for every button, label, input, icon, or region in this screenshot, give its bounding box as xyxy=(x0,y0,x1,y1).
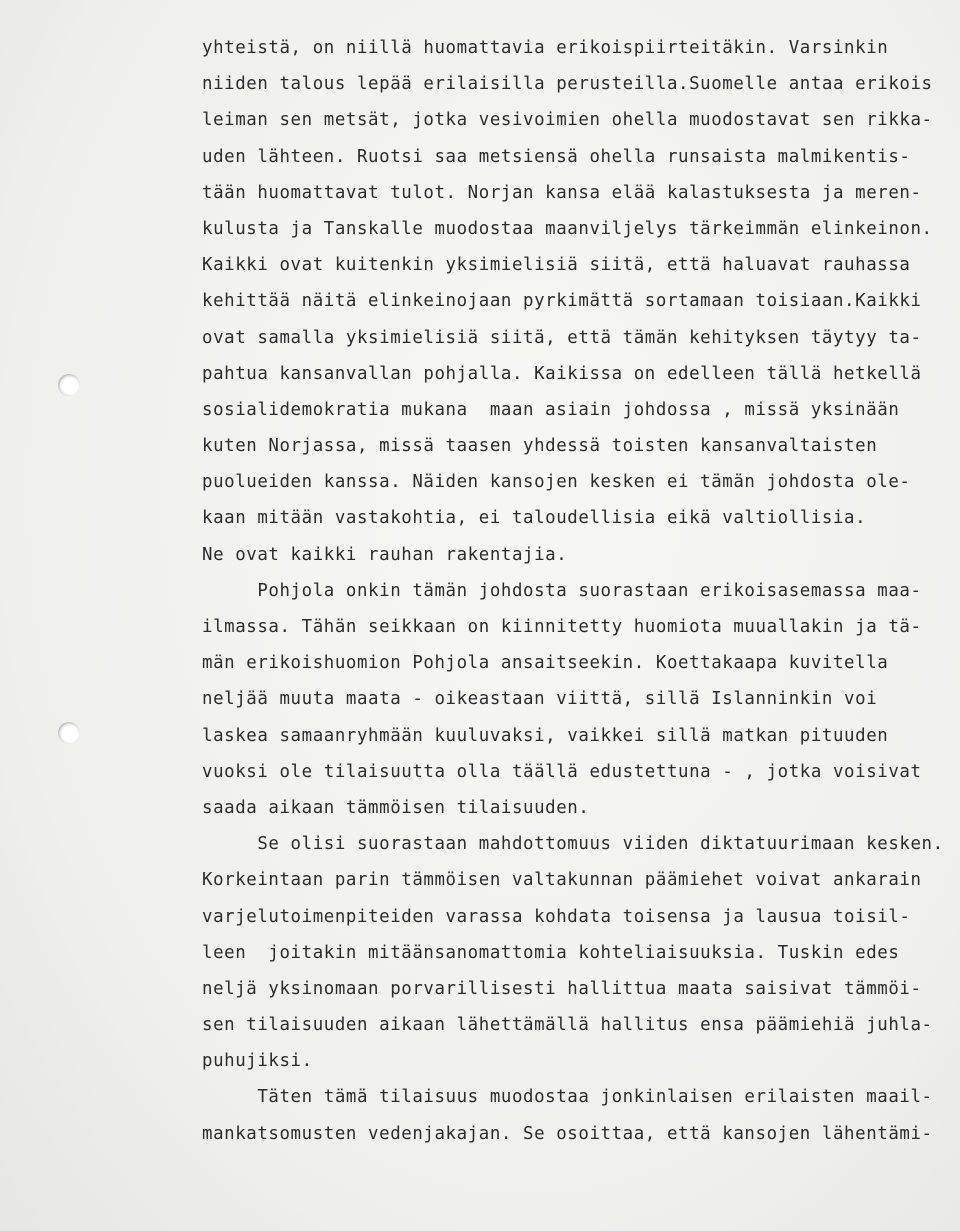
punch-hole xyxy=(58,374,80,396)
text-line: puolueiden kanssa. Näiden kansojen kesken ei tämän johdosta ole- xyxy=(202,472,911,493)
text-line: ovat samalla yksimielisiä siitä, että tämän kehityksen täytyy ta- xyxy=(202,327,922,348)
text-line: Se olisi suorastaan mahdottomuus viiden diktatuurimaan kesken. xyxy=(202,834,944,855)
text-line: ilmassa. Tähän seikkaan on kiinnitetty huomiota muuallakin ja tä- xyxy=(202,617,922,637)
text-line: neljä yksinomaan porvarillisesti hallittua maata saisivat tämmöi- xyxy=(202,978,922,999)
text-line: neljää muuta maata - oikeastaan viittä, sillä Islanninkin voi xyxy=(202,689,878,710)
text-line: kulusta ja Tanskalle muodostaa maanviljelys tärkeimmän elinkeinon. xyxy=(202,218,933,239)
text-line: kuten Norjassa, missä taasen yhdessä toisten kansanvaltaisten xyxy=(202,436,878,457)
text-line: saada aikaan tämmöisen tilaisuuden. xyxy=(202,797,590,818)
text-line: tään huomattavat tulot. Norjan kansa elää kalastuksesta ja meren- xyxy=(202,182,922,203)
text-line: Pohjola onkin tämän johdosta suorastaan erikoisasemassa maa- xyxy=(202,580,922,601)
text-line: puhujiksi. xyxy=(202,1051,313,1072)
text-line: Kaikki ovat kuitenkin yksimielisiä siitä, että haluavat rauhassa xyxy=(202,255,911,276)
text-line: kaan mitään vastakohtia, ei taloudellisia eikä valtiollisia. xyxy=(202,508,867,529)
text-line: Täten tämä tilaisuus muodostaa jonkinlaisen erilaisten maail- xyxy=(202,1087,933,1108)
text-line: leen joitakin mitäänsanomattomia kohteliaisuuksia. Tuskin edes xyxy=(202,942,900,963)
text-line: vuoksi ole tilaisuutta olla täällä edustettuna - , jotka voisivat xyxy=(202,761,922,782)
typewritten-text-body xyxy=(202,36,942,1158)
text-line: leiman sen metsät, jotka vesivoimien ohella muodostavat sen rikka- xyxy=(202,110,933,131)
text-line: uden lähteen. Ruotsi saa metsiensä ohella runsaista malmikentis- xyxy=(202,146,911,167)
text-line: mankatsomusten vedenjakajan. Se osoittaa, että kansojen lähentämi- xyxy=(202,1123,933,1144)
text-line: laskea samaanryhmään kuuluvaksi, vaikkei sillä matkan pituuden xyxy=(202,725,889,746)
text-line: sosialidemokratia mukana maan asiain johdossa , missä yksinään xyxy=(202,399,900,420)
text-line: Ne ovat kaikki rauhan rakentajia. xyxy=(202,544,568,565)
punch-hole xyxy=(58,722,80,744)
text-line: Korkeintaan parin tämmöisen valtakunnan päämiehet voivat ankarain xyxy=(202,870,922,891)
text-line: pahtua kansanvallan pohjalla. Kaikissa on edelleen tällä hetkellä xyxy=(202,363,922,384)
text-line: niiden talous lepää erilaisilla perusteilla.Suomelle antaa erikois xyxy=(202,74,933,95)
text-line: varjelutoimenpiteiden varassa kohdata toisensa ja lausua toisil- xyxy=(202,906,911,927)
text-line: yhteistä, on niillä huomattavia erikoispiirteitäkin. Varsinkin xyxy=(202,38,889,58)
text-line: män erikoishuomion Pohjola ansaitseekin. Koettakaapa kuvitella xyxy=(202,653,889,674)
text-line: kehittää näitä elinkeinojaan pyrkimättä sortamaan toisiaan.Kaikki xyxy=(202,291,922,312)
text-line: sen tilaisuuden aikaan lähettämällä hallitus ensa päämiehiä juhla- xyxy=(202,1015,933,1036)
